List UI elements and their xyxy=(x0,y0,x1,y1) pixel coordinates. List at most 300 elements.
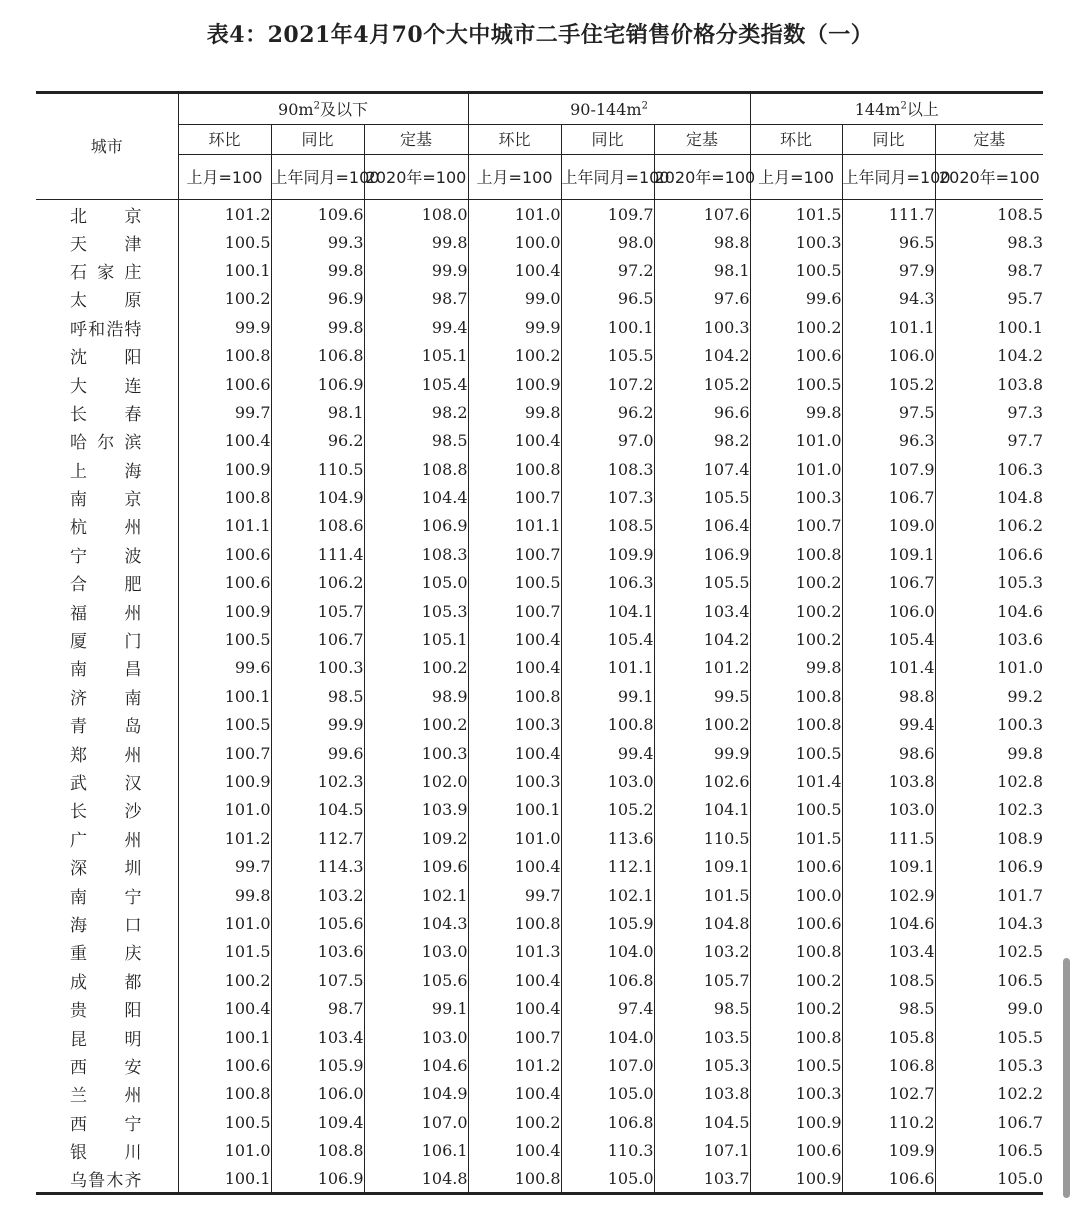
table-row xyxy=(36,1165,1043,1193)
index-value: 100.7 xyxy=(750,512,842,540)
index-value: 101.2 xyxy=(178,200,271,228)
index-value: 105.6 xyxy=(271,909,364,937)
city-column-header: 城市 xyxy=(36,93,178,200)
city-name: 北京 xyxy=(70,207,142,228)
city-name: 呼和浩特 xyxy=(70,319,142,340)
index-value: 100.4 xyxy=(468,256,561,284)
index-value: 98.7 xyxy=(271,994,364,1022)
index-value: 99.8 xyxy=(364,228,468,256)
city-name: 长沙 xyxy=(70,802,142,823)
sub-header-yoy: 同比 xyxy=(271,125,364,155)
index-value: 105.3 xyxy=(654,1051,750,1079)
index-value: 101.1 xyxy=(842,313,935,341)
sub-header-mom: 环比 xyxy=(750,125,842,155)
index-value: 100.5 xyxy=(178,711,271,739)
index-value: 99.9 xyxy=(654,739,750,767)
index-value: 105.2 xyxy=(561,796,654,824)
index-value: 95.7 xyxy=(935,285,1043,313)
index-value: 100.9 xyxy=(178,597,271,625)
index-value: 107.4 xyxy=(654,455,750,483)
index-value: 102.2 xyxy=(935,1080,1043,1108)
index-value: 100.7 xyxy=(468,597,561,625)
index-value: 100.6 xyxy=(750,909,842,937)
index-value: 100.1 xyxy=(178,1165,271,1193)
index-value: 100.9 xyxy=(178,455,271,483)
index-value: 106.0 xyxy=(842,597,935,625)
index-value: 105.9 xyxy=(561,909,654,937)
index-value: 101.1 xyxy=(178,512,271,540)
index-value: 100.6 xyxy=(178,370,271,398)
index-value: 98.7 xyxy=(364,285,468,313)
index-value: 109.4 xyxy=(271,1108,364,1136)
city-name: 西宁 xyxy=(70,1114,142,1135)
index-value: 100.5 xyxy=(750,796,842,824)
index-value: 100.7 xyxy=(178,739,271,767)
city-name: 海口 xyxy=(70,915,142,936)
city-name: 长春 xyxy=(70,404,142,425)
index-value: 109.1 xyxy=(654,852,750,880)
base-header-yoy: 上年同月=100 xyxy=(271,155,364,200)
index-value: 102.3 xyxy=(271,767,364,795)
index-value: 107.1 xyxy=(654,1136,750,1164)
index-value: 99.6 xyxy=(271,739,364,767)
index-value: 100.3 xyxy=(935,711,1043,739)
index-value: 103.0 xyxy=(842,796,935,824)
index-value: 113.6 xyxy=(561,824,654,852)
index-value: 103.0 xyxy=(364,1023,468,1051)
index-value: 98.2 xyxy=(654,427,750,455)
index-value: 105.0 xyxy=(364,569,468,597)
index-value: 104.3 xyxy=(364,909,468,937)
city-name: 济南 xyxy=(70,688,142,709)
index-value: 100.5 xyxy=(468,569,561,597)
index-value: 101.4 xyxy=(750,767,842,795)
index-value: 110.2 xyxy=(842,1108,935,1136)
index-value: 104.8 xyxy=(935,483,1043,511)
index-value: 99.0 xyxy=(468,285,561,313)
index-value: 101.5 xyxy=(654,881,750,909)
table-row xyxy=(36,370,1043,398)
index-value: 100.8 xyxy=(750,682,842,710)
index-value: 104.2 xyxy=(654,625,750,653)
city-name: 上海 xyxy=(70,461,142,482)
index-value: 110.5 xyxy=(271,455,364,483)
index-value: 105.5 xyxy=(935,1023,1043,1051)
index-value: 103.6 xyxy=(935,625,1043,653)
index-value: 108.9 xyxy=(935,824,1043,852)
index-value: 104.1 xyxy=(561,597,654,625)
index-value: 104.8 xyxy=(364,1165,468,1193)
index-value: 100.1 xyxy=(935,313,1043,341)
index-value: 98.5 xyxy=(654,994,750,1022)
index-value: 103.8 xyxy=(935,370,1043,398)
table-row xyxy=(36,483,1043,511)
index-value: 98.6 xyxy=(842,739,935,767)
index-value: 105.5 xyxy=(654,569,750,597)
index-value: 110.3 xyxy=(561,1136,654,1164)
table-row xyxy=(36,597,1043,625)
base-header-fixed: 2020年=100 xyxy=(364,155,468,200)
index-value: 105.5 xyxy=(654,483,750,511)
table-row xyxy=(36,739,1043,767)
index-value: 100.6 xyxy=(750,341,842,369)
index-value: 105.2 xyxy=(842,370,935,398)
index-value: 106.7 xyxy=(935,1108,1043,1136)
index-value: 100.3 xyxy=(468,767,561,795)
sub-header-fixed: 定基 xyxy=(364,125,468,155)
index-value: 99.0 xyxy=(935,994,1043,1022)
scrollbar-thumb[interactable] xyxy=(1063,958,1070,1198)
city-name: 福州 xyxy=(70,603,142,624)
index-value: 100.8 xyxy=(750,540,842,568)
index-value: 100.8 xyxy=(750,1023,842,1051)
index-value: 102.9 xyxy=(842,881,935,909)
index-value: 105.3 xyxy=(935,569,1043,597)
base-header-fixed: 2020年=100 xyxy=(935,155,1043,200)
city-name: 南昌 xyxy=(70,660,142,681)
index-value: 99.9 xyxy=(178,313,271,341)
city-name: 成都 xyxy=(70,972,142,993)
table-body xyxy=(36,200,1043,1194)
index-value: 107.3 xyxy=(561,483,654,511)
index-value: 100.8 xyxy=(178,483,271,511)
table-row xyxy=(36,654,1043,682)
index-value: 100.6 xyxy=(750,1136,842,1164)
index-value: 100.4 xyxy=(468,427,561,455)
table-row xyxy=(36,711,1043,739)
table-row xyxy=(36,569,1043,597)
index-value: 105.4 xyxy=(364,370,468,398)
index-value: 97.7 xyxy=(935,427,1043,455)
index-value: 100.4 xyxy=(468,654,561,682)
index-value: 100.8 xyxy=(468,682,561,710)
index-value: 99.7 xyxy=(468,881,561,909)
index-value: 100.3 xyxy=(364,739,468,767)
index-value: 105.0 xyxy=(935,1165,1043,1193)
index-value: 102.8 xyxy=(935,767,1043,795)
index-value: 101.1 xyxy=(468,512,561,540)
index-value: 100.4 xyxy=(468,994,561,1022)
index-value: 109.9 xyxy=(561,540,654,568)
index-value: 108.0 xyxy=(364,200,468,228)
base-header-mom: 上月=100 xyxy=(468,155,561,200)
city-name: 重庆 xyxy=(70,944,142,965)
index-value: 100.5 xyxy=(750,256,842,284)
city-name: 哈尔滨 xyxy=(70,433,142,454)
city-name: 合肥 xyxy=(70,575,142,596)
index-value: 103.2 xyxy=(271,881,364,909)
index-value: 106.0 xyxy=(271,1080,364,1108)
sub-header-row xyxy=(36,125,1043,155)
index-value: 101.7 xyxy=(935,881,1043,909)
city-name: 宁波 xyxy=(70,546,142,567)
city-name: 深圳 xyxy=(70,859,142,880)
index-value: 98.3 xyxy=(935,228,1043,256)
index-value: 100.4 xyxy=(468,852,561,880)
index-value: 104.9 xyxy=(271,483,364,511)
table-row xyxy=(36,1080,1043,1108)
table-row xyxy=(36,796,1043,824)
table-row xyxy=(36,1051,1043,1079)
index-value: 99.8 xyxy=(750,398,842,426)
index-value: 108.5 xyxy=(935,200,1043,228)
index-value: 99.5 xyxy=(654,682,750,710)
index-value: 99.6 xyxy=(750,285,842,313)
index-value: 103.5 xyxy=(654,1023,750,1051)
index-value: 96.3 xyxy=(842,427,935,455)
table-row xyxy=(36,512,1043,540)
index-value: 105.0 xyxy=(561,1080,654,1108)
index-value: 101.0 xyxy=(468,824,561,852)
city-name: 武汉 xyxy=(70,774,142,794)
index-value: 100.3 xyxy=(750,1080,842,1108)
table-row xyxy=(36,540,1043,568)
index-value: 102.0 xyxy=(364,767,468,795)
price-index-table xyxy=(36,91,1043,1195)
city-name: 广州 xyxy=(70,830,142,851)
index-value: 108.5 xyxy=(842,966,935,994)
index-value: 100.3 xyxy=(654,313,750,341)
index-value: 100.8 xyxy=(468,455,561,483)
index-value: 96.6 xyxy=(654,398,750,426)
index-value: 101.0 xyxy=(178,796,271,824)
index-value: 100.7 xyxy=(468,540,561,568)
index-value: 100.9 xyxy=(750,1165,842,1193)
sub-header-mom: 环比 xyxy=(178,125,271,155)
index-value: 99.1 xyxy=(561,682,654,710)
index-value: 100.8 xyxy=(750,711,842,739)
city-name: 石家庄 xyxy=(70,262,142,283)
sub-header-mom: 环比 xyxy=(468,125,561,155)
index-value: 106.0 xyxy=(842,341,935,369)
index-value: 106.7 xyxy=(271,625,364,653)
index-value: 106.6 xyxy=(842,1165,935,1193)
index-value: 100.4 xyxy=(178,427,271,455)
index-value: 106.3 xyxy=(561,569,654,597)
index-value: 104.6 xyxy=(364,1051,468,1079)
index-value: 102.6 xyxy=(654,767,750,795)
base-header-row xyxy=(36,155,1043,200)
index-value: 98.0 xyxy=(561,228,654,256)
base-header-mom: 上月=100 xyxy=(178,155,271,200)
index-value: 98.8 xyxy=(654,228,750,256)
index-value: 100.5 xyxy=(178,1108,271,1136)
index-value: 109.6 xyxy=(271,200,364,228)
index-value: 100.6 xyxy=(178,569,271,597)
index-value: 99.4 xyxy=(842,711,935,739)
index-value: 109.1 xyxy=(842,540,935,568)
index-value: 105.1 xyxy=(364,341,468,369)
index-value: 105.2 xyxy=(654,370,750,398)
index-value: 94.3 xyxy=(842,285,935,313)
index-value: 104.6 xyxy=(842,909,935,937)
index-value: 98.9 xyxy=(364,682,468,710)
index-value: 109.0 xyxy=(842,512,935,540)
index-value: 107.6 xyxy=(654,200,750,228)
index-value: 109.1 xyxy=(842,852,935,880)
index-value: 105.1 xyxy=(364,625,468,653)
table-row xyxy=(36,427,1043,455)
index-value: 100.6 xyxy=(178,1051,271,1079)
index-value: 100.1 xyxy=(178,256,271,284)
group-header-large: $144m^2$以上 xyxy=(750,93,1043,125)
index-value: 107.9 xyxy=(842,455,935,483)
index-value: 105.7 xyxy=(271,597,364,625)
table-row xyxy=(36,994,1043,1022)
index-value: 97.6 xyxy=(654,285,750,313)
table-row xyxy=(36,256,1043,284)
index-value: 100.2 xyxy=(468,1108,561,1136)
index-value: 99.1 xyxy=(364,994,468,1022)
index-value: 97.2 xyxy=(561,256,654,284)
index-value: 98.5 xyxy=(364,427,468,455)
index-value: 108.5 xyxy=(561,512,654,540)
index-value: 100.1 xyxy=(178,1023,271,1051)
index-value: 103.4 xyxy=(271,1023,364,1051)
index-value: 106.5 xyxy=(935,966,1043,994)
index-value: 104.2 xyxy=(654,341,750,369)
index-value: 100.2 xyxy=(654,711,750,739)
index-value: 105.4 xyxy=(561,625,654,653)
index-value: 101.4 xyxy=(842,654,935,682)
index-value: 100.6 xyxy=(750,852,842,880)
index-value: 107.5 xyxy=(271,966,364,994)
index-value: 100.0 xyxy=(750,881,842,909)
table-row xyxy=(36,938,1043,966)
index-value: 102.1 xyxy=(364,881,468,909)
index-value: 109.2 xyxy=(364,824,468,852)
index-value: 97.4 xyxy=(561,994,654,1022)
index-value: 100.2 xyxy=(178,966,271,994)
city-name: 兰州 xyxy=(70,1086,142,1107)
index-value: 105.7 xyxy=(654,966,750,994)
base-header-fixed: 2020年=100 xyxy=(654,155,750,200)
index-value: 103.6 xyxy=(271,938,364,966)
index-value: 111.4 xyxy=(271,540,364,568)
index-value: 100.2 xyxy=(750,994,842,1022)
index-value: 101.1 xyxy=(561,654,654,682)
index-value: 98.7 xyxy=(935,256,1043,284)
sub-header-yoy: 同比 xyxy=(842,125,935,155)
table-row xyxy=(36,1136,1043,1164)
index-value: 97.0 xyxy=(561,427,654,455)
table-row xyxy=(36,881,1043,909)
index-value: 100.3 xyxy=(750,228,842,256)
index-value: 101.3 xyxy=(468,938,561,966)
index-value: 103.8 xyxy=(654,1080,750,1108)
index-value: 104.9 xyxy=(364,1080,468,1108)
index-value: 98.1 xyxy=(271,398,364,426)
index-value: 105.3 xyxy=(364,597,468,625)
index-value: 105.9 xyxy=(271,1051,364,1079)
index-value: 100.9 xyxy=(468,370,561,398)
index-value: 106.1 xyxy=(364,1136,468,1164)
city-name: 厦门 xyxy=(70,632,142,653)
index-value: 114.3 xyxy=(271,852,364,880)
table-row xyxy=(36,824,1043,852)
index-value: 108.6 xyxy=(271,512,364,540)
index-value: 99.4 xyxy=(364,313,468,341)
index-value: 102.1 xyxy=(561,881,654,909)
index-value: 100.1 xyxy=(468,796,561,824)
index-value: 104.3 xyxy=(935,909,1043,937)
index-value: 99.8 xyxy=(468,398,561,426)
index-value: 100.2 xyxy=(468,341,561,369)
index-value: 100.9 xyxy=(178,767,271,795)
index-value: 100.8 xyxy=(468,1165,561,1193)
index-value: 100.2 xyxy=(750,625,842,653)
index-value: 106.2 xyxy=(271,569,364,597)
index-value: 105.0 xyxy=(561,1165,654,1193)
table-row xyxy=(36,909,1043,937)
index-value: 99.9 xyxy=(271,711,364,739)
index-value: 100.5 xyxy=(178,625,271,653)
base-header-mom: 上月=100 xyxy=(750,155,842,200)
index-value: 96.5 xyxy=(842,228,935,256)
city-name: 大连 xyxy=(70,376,142,397)
index-value: 100.5 xyxy=(750,1051,842,1079)
index-value: 99.2 xyxy=(935,682,1043,710)
index-value: 100.0 xyxy=(468,228,561,256)
table-row xyxy=(36,398,1043,426)
index-value: 100.4 xyxy=(468,966,561,994)
index-value: 100.1 xyxy=(178,682,271,710)
index-value: 107.0 xyxy=(561,1051,654,1079)
index-value: 100.8 xyxy=(561,711,654,739)
index-value: 104.5 xyxy=(654,1108,750,1136)
index-value: 101.0 xyxy=(178,909,271,937)
index-value: 100.5 xyxy=(750,370,842,398)
table-row xyxy=(36,852,1043,880)
index-value: 100.1 xyxy=(561,313,654,341)
city-name: 天津 xyxy=(70,234,142,255)
index-value: 103.4 xyxy=(842,938,935,966)
index-value: 97.3 xyxy=(935,398,1043,426)
index-value: 99.9 xyxy=(468,313,561,341)
table-row xyxy=(36,682,1043,710)
index-value: 106.9 xyxy=(364,512,468,540)
index-value: 106.9 xyxy=(271,1165,364,1193)
city-name: 银川 xyxy=(70,1143,142,1164)
index-value: 100.8 xyxy=(468,909,561,937)
index-value: 97.5 xyxy=(842,398,935,426)
index-value: 104.2 xyxy=(935,341,1043,369)
index-value: 99.8 xyxy=(935,739,1043,767)
index-value: 99.7 xyxy=(178,398,271,426)
index-value: 111.7 xyxy=(842,200,935,228)
city-name: 杭州 xyxy=(70,518,142,539)
index-value: 100.3 xyxy=(271,654,364,682)
index-value: 108.8 xyxy=(271,1136,364,1164)
index-value: 96.2 xyxy=(271,427,364,455)
index-value: 108.3 xyxy=(561,455,654,483)
index-value: 100.4 xyxy=(178,994,271,1022)
index-value: 101.5 xyxy=(178,938,271,966)
city-name: 沈阳 xyxy=(70,348,142,369)
index-value: 106.8 xyxy=(561,966,654,994)
index-value: 100.2 xyxy=(750,313,842,341)
index-value: 100.3 xyxy=(468,711,561,739)
index-value: 101.2 xyxy=(178,824,271,852)
group-header-small: $90m^2$及以下 xyxy=(178,93,468,125)
index-value: 106.9 xyxy=(654,540,750,568)
index-value: 100.3 xyxy=(750,483,842,511)
index-value: 100.4 xyxy=(468,625,561,653)
index-value: 107.2 xyxy=(561,370,654,398)
index-value: 99.8 xyxy=(271,313,364,341)
index-value: 96.9 xyxy=(271,285,364,313)
index-value: 100.2 xyxy=(750,966,842,994)
